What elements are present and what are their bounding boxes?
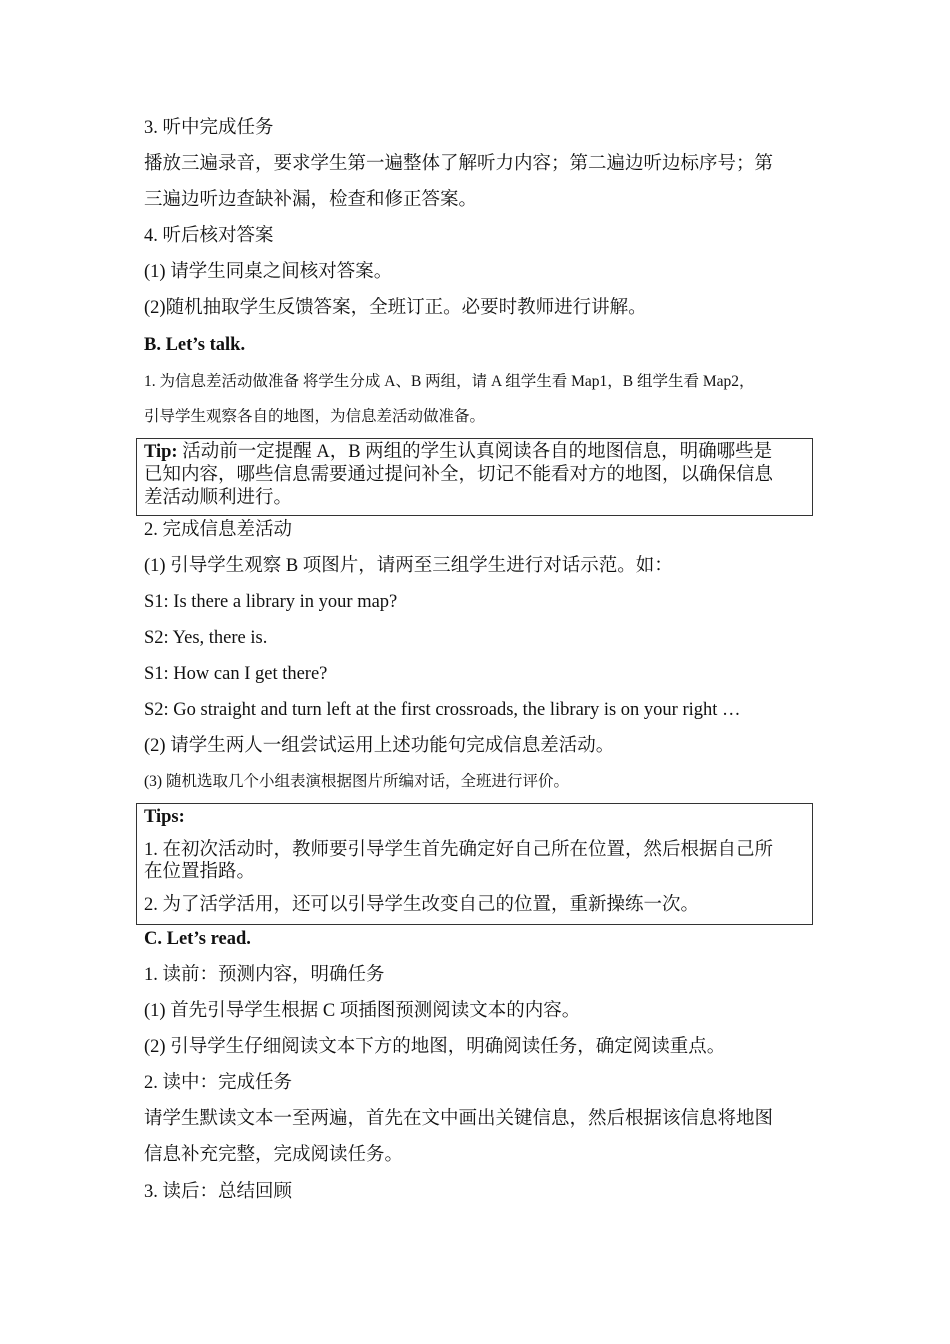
read-step3-title: 3. 读后：总结回顾 <box>144 1182 293 1202</box>
tip-label: Tip: <box>144 442 178 462</box>
talk-step2-item3: (3) 随机选取几个小组表演根据图片所编对话，全班进行评价。 <box>144 773 569 790</box>
talk-step2-item1: (1) 引导学生观察 B 项图片，请两至三组学生进行对话示范。如： <box>144 556 673 576</box>
listening-step4-item1: (1) 请学生同桌之间核对答案。 <box>144 262 393 282</box>
dialogue-line: S1: Is there a library in your map? <box>144 592 398 612</box>
dialogue-line: S2: Go straight and turn left at the first crossroads, the library is on your right … <box>144 700 741 720</box>
tip-line3: 差活动顺利进行。 <box>144 488 293 508</box>
read-step1-item1: (1) 首先引导学生根据 C 项插图预测阅读文本的内容。 <box>144 1001 581 1021</box>
section-b-heading: B. Let’s talk. <box>144 335 246 355</box>
read-step1-title: 1. 读前：预测内容，明确任务 <box>144 965 385 985</box>
tips-item1-line1: 1. 在初次活动时，教师要引导学生首先确定好自己所在位置，然后根据自己所 <box>144 840 774 860</box>
talk-step2-title: 2. 完成信息差活动 <box>144 520 293 540</box>
tips-label: Tips: <box>144 807 185 827</box>
talk-step1-line1: 1. 为信息差活动做准备 将学生分成 A、B 两组，请 A 组学生看 Map1，B 组学生看 Map2， <box>144 373 755 390</box>
read-step2-title: 2. 读中：完成任务 <box>144 1073 293 1093</box>
tip-box <box>136 438 813 516</box>
listening-step3-title: 3. 听中完成任务 <box>144 118 274 138</box>
read-step2-paragraph-line1: 请学生默读文本一至两遍，首先在文中画出关键信息，然后根据该信息将地图 <box>144 1109 774 1129</box>
tips-item2: 2. 为了活学活用，还可以引导学生改变自己的位置，重新操练一次。 <box>144 895 700 915</box>
talk-step2-item2: (2) 请学生两人一组尝试运用上述功能句完成信息差活动。 <box>144 736 615 756</box>
section-c-heading: C. Let’s read. <box>144 929 251 949</box>
listening-step4-item2: (2)随机抽取学生反馈答案，全班订正。必要时教师进行讲解。 <box>144 298 647 318</box>
tip-line2: 已知内容，哪些信息需要通过提问补全，切记不能看对方的地图，以确保信息 <box>144 465 774 485</box>
tips-box <box>136 803 813 925</box>
listening-step3-paragraph-line1: 播放三遍录音，要求学生第一遍整体了解听力内容；第二遍边听边标序号；第 <box>144 154 774 174</box>
tip-text-line1: 活动前一定提醒 A，B 两组的学生认真阅读各自的地图信息，明确哪些是 <box>177 442 773 462</box>
listening-step4-title: 4. 听后核对答案 <box>144 226 274 246</box>
read-step1-item2: (2) 引导学生仔细阅读文本下方的地图，明确阅读任务，确定阅读重点。 <box>144 1037 726 1057</box>
tip-line1 <box>144 441 772 463</box>
dialogue-line: S1: How can I get there? <box>144 664 328 684</box>
talk-step1-line2: 引导学生观察各自的地图，为信息差活动做准备。 <box>144 408 486 425</box>
listening-step3-paragraph-line2: 三遍边听边查缺补漏，检查和修正答案。 <box>144 190 478 210</box>
dialogue-line: S2: Yes, there is. <box>144 628 268 648</box>
read-step2-paragraph-line2: 信息补充完整，完成阅读任务。 <box>144 1145 404 1165</box>
tips-item1-line2: 在位置指路。 <box>144 862 256 882</box>
